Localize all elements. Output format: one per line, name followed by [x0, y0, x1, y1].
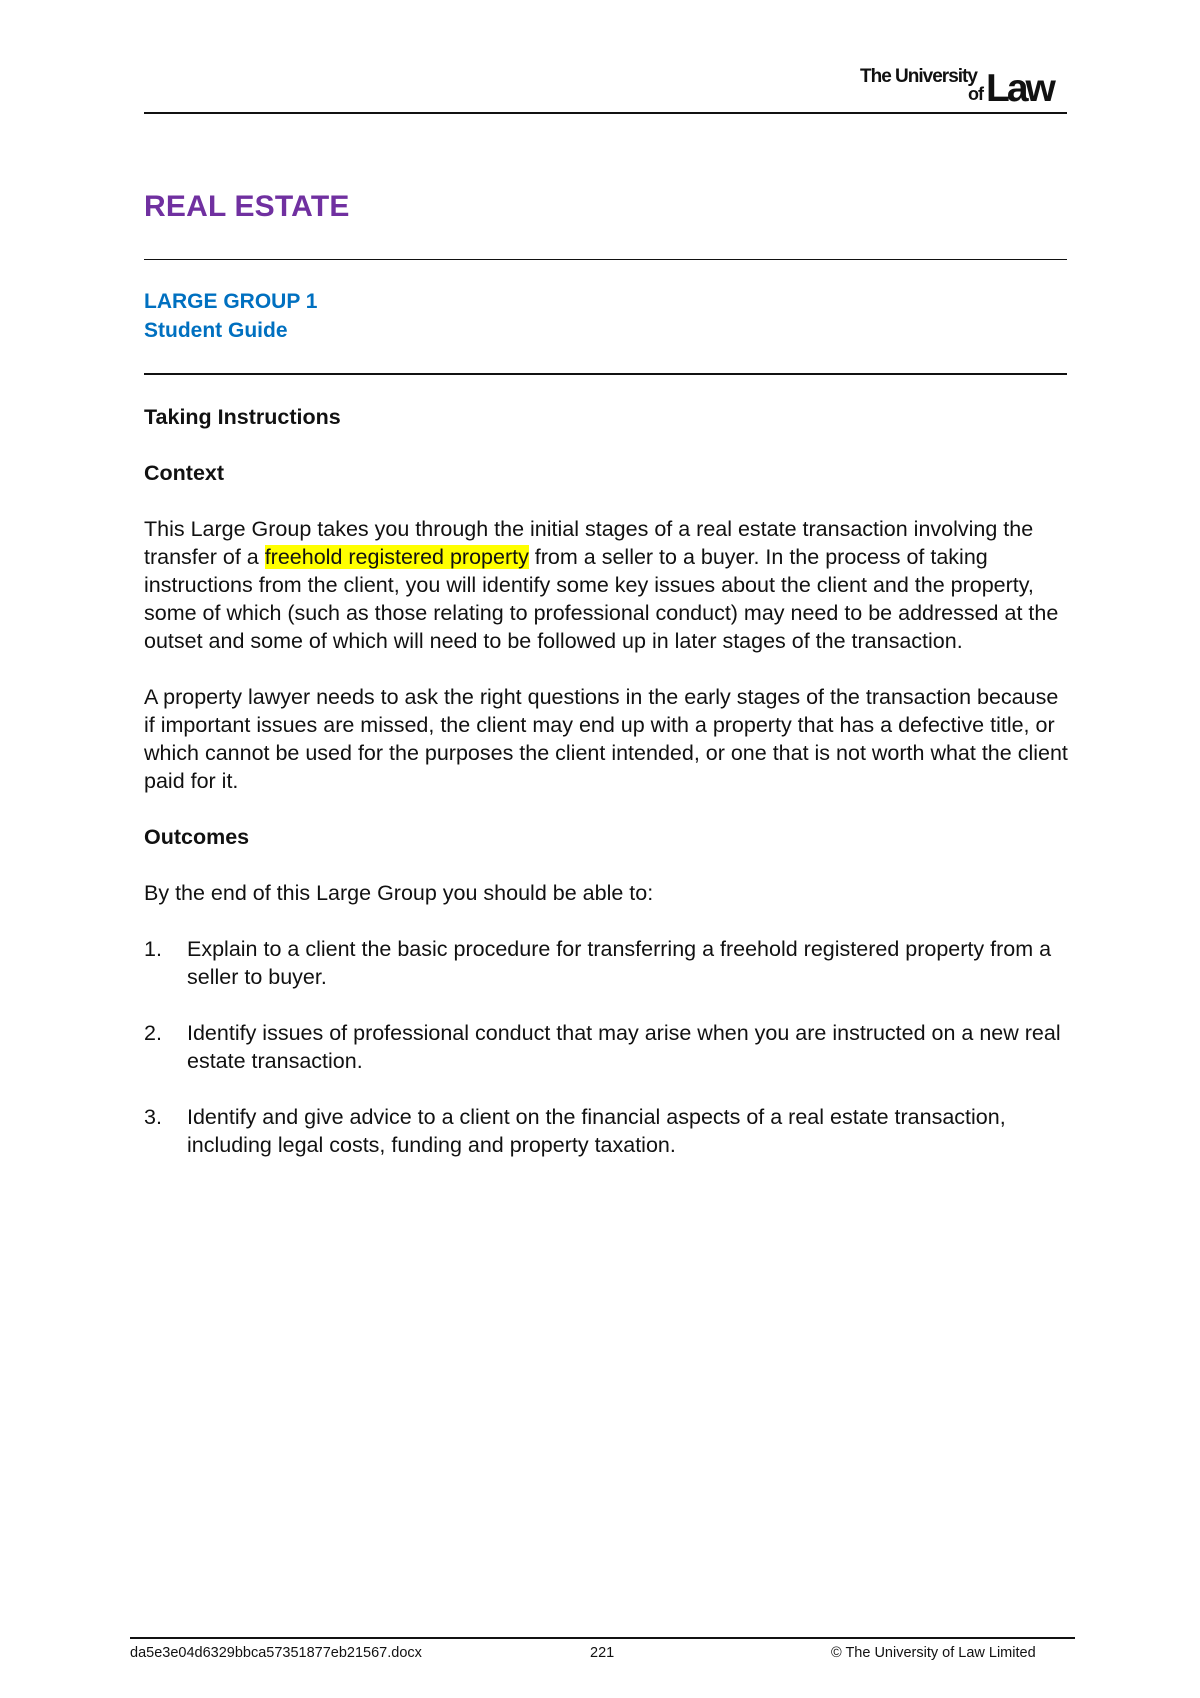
- document-body: [144, 403, 1069, 1187]
- list-item-text: Identify and give advice to a client on the financial aspects of a real estate transaction, including legal costs, funding and property taxation.: [187, 1105, 1006, 1157]
- university-of-law-logo: [860, 66, 1070, 108]
- highlighted-term: freehold registered property: [264, 545, 529, 569]
- logo-law: Law: [986, 67, 1053, 110]
- student-guide-label: Student Guide: [144, 319, 288, 342]
- footer-filename: da5e3e04d6329bbca57351877eb21567.docx: [130, 1645, 422, 1661]
- header-divider: [144, 112, 1067, 114]
- list-item-text: Identify issues of professional conduct that may arise when you are instructed on a new real estate transaction.: [187, 1021, 1061, 1073]
- list-item-number: 2.: [144, 1021, 162, 1045]
- context-p1-before: This Large Group takes you through the initial stages of a real estate transaction involving the transfer of a: [144, 517, 1034, 569]
- list-item: [144, 1103, 1069, 1159]
- footer-copyright: © The University of Law Limited: [831, 1645, 1036, 1661]
- context-p1-after: from a seller to a buyer. In the process of taking instructions from the client, you will identify some key issues about the client and the property, some of which (such as those relating to professional conduct) may need to be addressed at the outset and some of which will need to be followed up in later stages of the transaction.: [144, 545, 1059, 653]
- title-divider: [144, 259, 1067, 260]
- context-heading: Context: [144, 461, 225, 485]
- subtitle-divider: [144, 373, 1067, 375]
- document-title: REAL ESTATE: [144, 190, 350, 223]
- list-item: [144, 935, 1069, 991]
- context-paragraph-1: [144, 515, 1069, 655]
- large-group-label: LARGE GROUP 1: [144, 290, 318, 313]
- list-item: [144, 1019, 1069, 1075]
- footer-page-number: 221: [590, 1645, 615, 1661]
- list-item-number: 1.: [144, 937, 162, 961]
- logo-of: of: [968, 84, 983, 104]
- outcomes-intro: By the end of this Large Group you should be able to:: [144, 881, 654, 905]
- list-item-number: 3.: [144, 1105, 162, 1129]
- footer-divider: [130, 1637, 1075, 1639]
- logo-line1: The University: [860, 66, 977, 87]
- outcomes-heading: Outcomes: [144, 825, 250, 849]
- context-paragraph-2: A property lawyer needs to ask the right questions in the early stages of the transaction because if important issues are missed, the client may end up with a property that has a defective title, or which cannot be used for the purposes the client intended, or one that is not worth what the client paid for it.: [144, 685, 1068, 793]
- section-heading: Taking Instructions: [144, 405, 341, 429]
- list-item-text: Explain to a client the basic procedure for transferring a freehold registered property from a seller to buyer.: [187, 937, 1052, 989]
- outcomes-list: [144, 935, 1069, 1159]
